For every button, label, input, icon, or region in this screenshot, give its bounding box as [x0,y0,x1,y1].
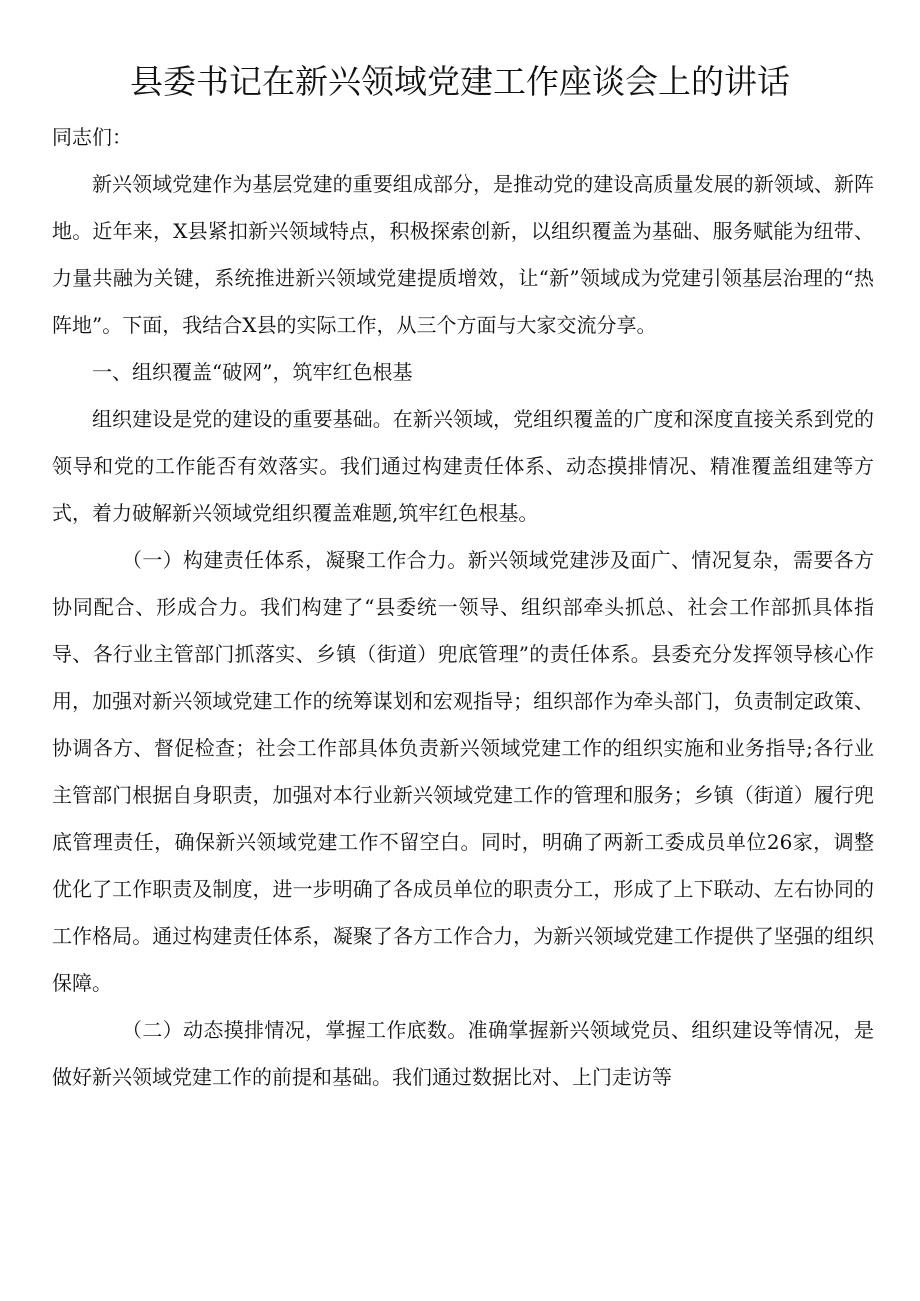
paragraph-intro: 新兴领域党建作为基层党建的重要组成部分，是推动党的建设高质量发展的新领域、新阵地。近年来，X县紧扣新兴领域特点，积极探索创新，以组织覆盖为基础、服务赋能为纽带、力量共融为关键，系统推进新兴领域党建提质增效，让“新”领域成为党建引领基层治理的“热阵地”。下面，我结合X县的实际工作，从三个方面与大家交流分享。 [52,172,874,337]
paragraph-section-1: 组织建设是党的建设的重要基础。在新兴领域，党组织覆盖的广度和深度直接关系到党的领导和党的工作能否有效落实。我们通过构建责任体系、动态摸排情况、精准覆盖组建等方式，着力破解新兴领域党组织覆盖难题,筑牢红色根基。 [52,407,874,525]
paragraph-subsection-1: （一）构建责任体系，凝聚工作合力。新兴领域党建涉及面广、情况复杂，需要各方协同配合、形成合力。我们构建了“县委统一领导、组织部牵头抓总、社会工作部抓具体指导、各行业主管部门抓落实、乡镇（街道）兜底管理”的责任体系。县委充分发挥领导核心作用，加强对新兴领域党建工作的统筹谋划和宏观指导；组织部作为牵头部门，负责制定政策、协调各方、督促检查；社会工作部具体负责新兴领域党建工作的组织实施和业务指导;各行业主管部门根据自身职责，加强对本行业新兴领域党建工作的管理和服务；乡镇（街道）履行兜底管理责任，确保新兴领域党建工作不留空白。同时，明确了两新工委成员单位26家，调整优化了工作职责及制度，进一步明确了各成员单位的职责分工，形成了上下联动、左右协同的工作格局。通过构建责任体系，凝聚了各方工作合力，为新兴领域党建工作提供了坚强的组织保障。 [52,548,874,995]
salutation: 同志们： [52,125,132,149]
document-title: 县委书记在新兴领域党建工作座谈会上的讲话 [130,62,790,101]
section-heading-1: 一、组织覆盖“破网”，筑牢红色根基 [92,360,413,384]
paragraph-subsection-2: （二）动态摸排情况，掌握工作底数。准确掌握新兴领域党员、组织建设等情况，是做好新兴领域党建工作的前提和基础。我们通过数据比对、上门走访等 [52,1018,874,1089]
document-body [52,114,874,1101]
